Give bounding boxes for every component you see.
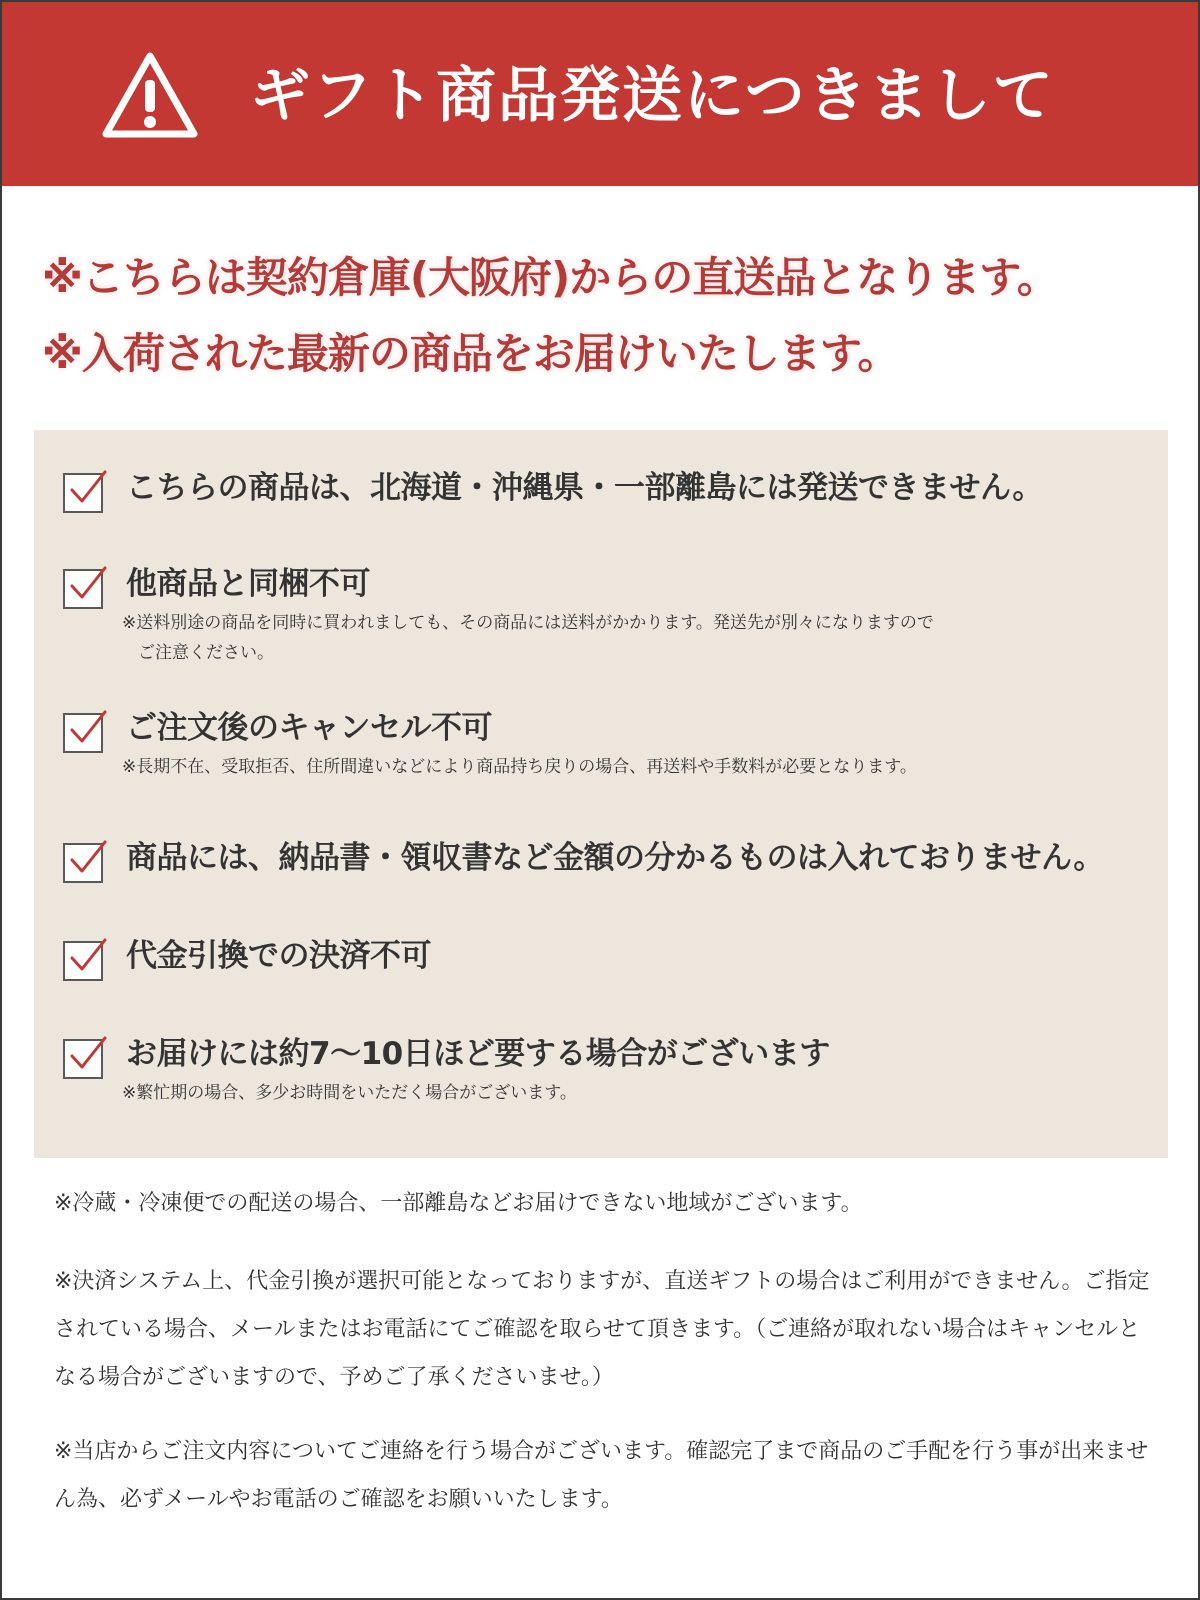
warning-icon xyxy=(98,48,202,144)
shipping-origin-notice: ※こちらは契約倉庫(大阪府)からの直送品となります。 xyxy=(42,253,1058,302)
latest-stock-notice: ※入荷された最新の商品をお届けいたします。 xyxy=(42,329,899,378)
condition-item-note: ※長期不在、受取拒否、住所間違いなどにより商品持ち戻りの場合、再送料や手数料が必要となります。 xyxy=(122,757,917,777)
condition-item-title: ご注文後のキャンセル不可 xyxy=(126,710,492,746)
page-title: ギフト商品発送につきまして xyxy=(250,61,1055,131)
condition-item-note: ご注意ください。 xyxy=(138,643,274,663)
checkbox-icon xyxy=(62,468,108,514)
conditions-panel xyxy=(34,430,1168,1158)
condition-item-note: ※繁忙期の場合、多少お時間をいただく場合がございます。 xyxy=(122,1083,577,1103)
footer-note: ※決済システム上、代金引換が選択可能となっておりますが、直送ギフトの場合はご利用ができません。ご指定されている場合、メールまたはお電話にてご確認を取らせて頂きます。（ご連絡が取れない場合はキャンセルとなる場合がございますので、予めご了承くださいませ。） xyxy=(54,1269,1150,1390)
checkbox-icon xyxy=(62,564,108,610)
checkbox-icon xyxy=(62,838,108,884)
footer-note: ※冷蔵・冷凍便での配送の場合、一部離島などお届けできない地域がございます。 xyxy=(54,1191,863,1216)
checkbox-icon xyxy=(62,1034,108,1080)
condition-item-title: 他商品と同梱不可 xyxy=(126,566,370,602)
condition-item-title: 商品には、納品書・領収書など金額の分かるものは入れておりません。 xyxy=(126,840,1104,876)
condition-item-title: こちらの商品は、北海道・沖縄県・一部離島には発送できません。 xyxy=(126,470,1043,506)
footer-note: ※当店からご注文内容についてご連絡を行う場合がございます。確認完了まで商品のご手配を行う事が出来ません為、必ずメールやお電話のご確認をお願いいたします。 xyxy=(54,1439,1149,1512)
condition-item-title: お届けには約7〜10日ほど要する場合がございます xyxy=(126,1036,830,1072)
condition-item-title: 代金引換での決済不可 xyxy=(126,938,431,974)
header-banner xyxy=(2,2,1198,186)
condition-item-note: ※送料別途の商品を同時に買われましても、その商品には送料がかかります。発送先が別々になりますので xyxy=(122,613,934,633)
checkbox-icon xyxy=(62,708,108,754)
checkbox-icon xyxy=(62,936,108,982)
